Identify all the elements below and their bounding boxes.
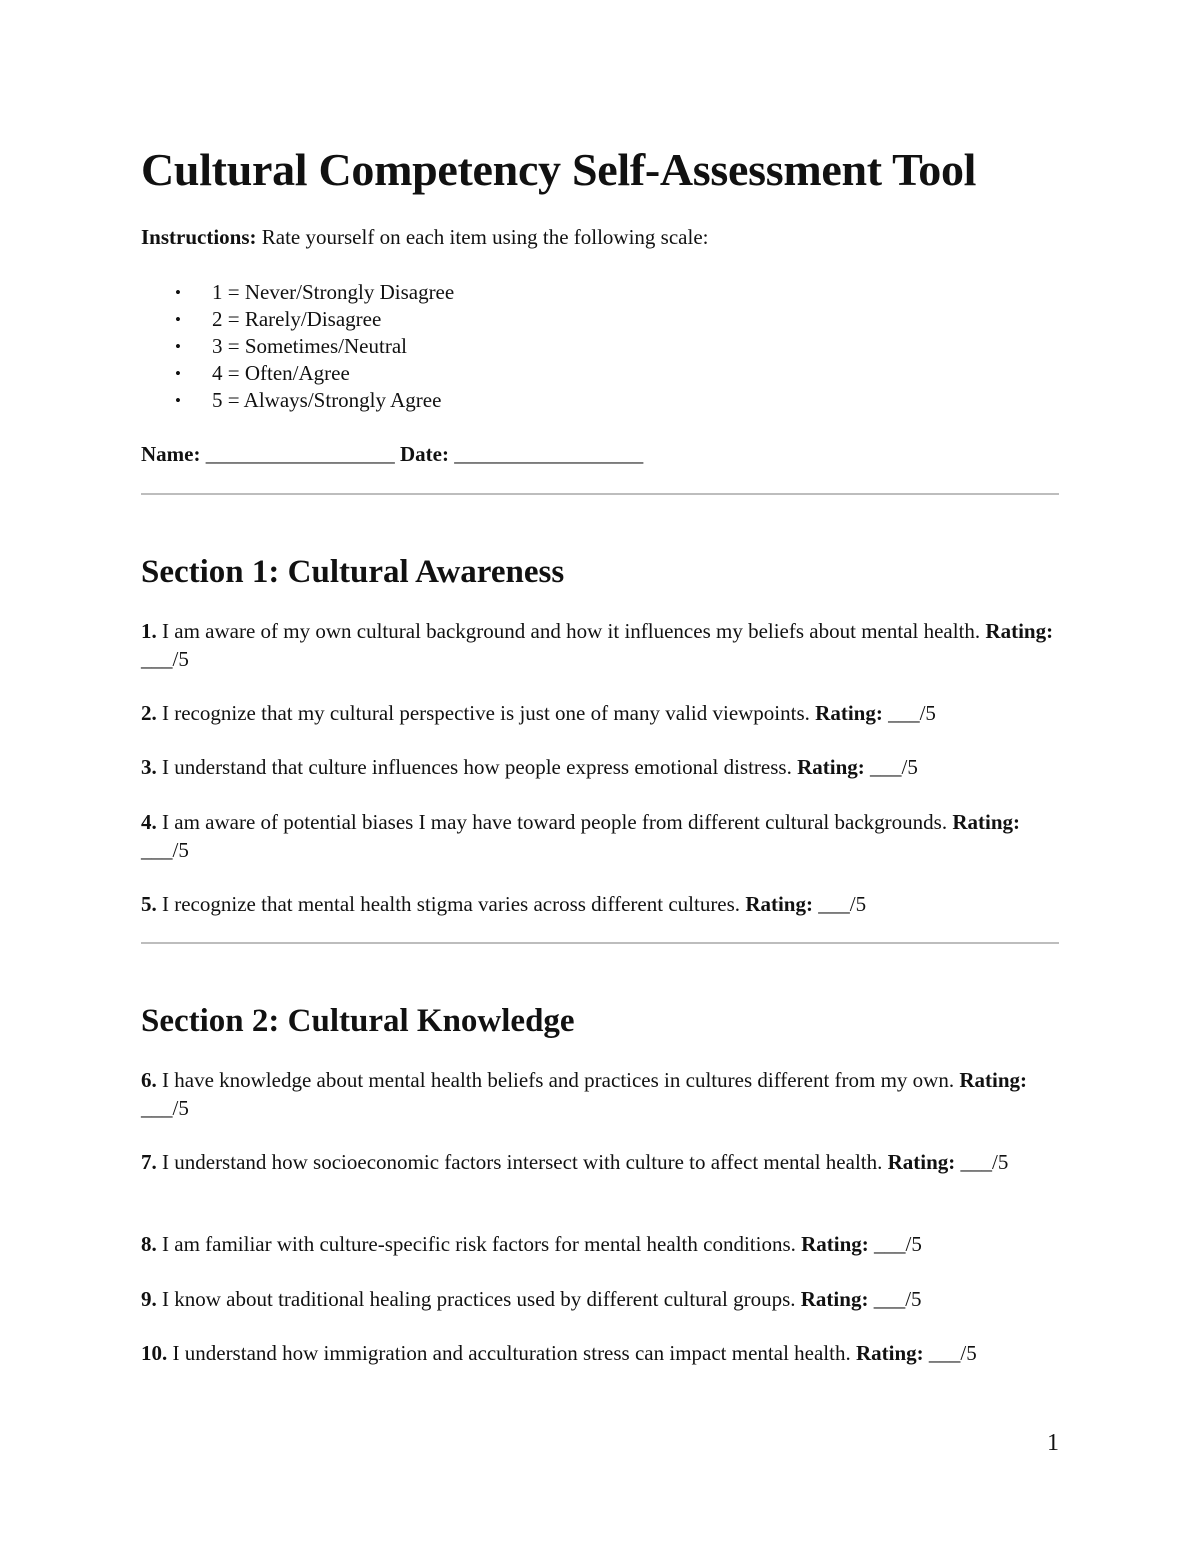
scale-item-label: 5 = Always/Strongly Agree [212,388,442,412]
scale-item [141,306,454,333]
question-item [141,891,1059,919]
rating-label: Rating: [985,619,1054,643]
rating-field[interactable]: ___/5 [882,701,936,725]
question-item [141,1231,1059,1259]
question-text: I understand how immigration and acculturation stress can impact mental health. [167,1341,856,1365]
question-number: 6. [141,1068,157,1092]
scale-item [141,387,454,414]
name-label: Name: [141,442,201,466]
section-heading: Section 1: Cultural Awareness [141,554,565,590]
question-text: I am aware of potential biases I may have toward people from different cultural backgrounds. [156,810,953,834]
page-number: 1 [1047,1430,1059,1456]
question-text: I know about traditional healing practices used by different cultural groups. [156,1287,801,1311]
question-number: 2. [141,701,157,725]
rating-label: Rating: [952,810,1020,834]
section-heading: Section 2: Cultural Knowledge [141,1003,575,1039]
question-item [141,809,1059,864]
question-number: 7. [141,1150,157,1174]
question-text: I am familiar with culture-specific risk factors for mental health conditions. [156,1232,802,1256]
scale-item [141,360,454,387]
question-number: 1. [141,619,157,643]
rating-label: Rating: [797,755,865,779]
rating-scale-list [141,279,454,414]
question-text: I am aware of my own cultural background and how it influences my beliefs about mental health. [156,619,986,643]
rating-field[interactable]: ___/5 [955,1150,1009,1174]
bullet-icon: • [175,310,181,329]
divider [141,942,1059,944]
rating-field[interactable]: ___/5 [864,755,918,779]
rating-field[interactable]: ___/5 [812,892,867,916]
instructions-text: Rate yourself on each item using the following scale: [256,225,709,249]
page-title: Cultural Competency Self-Assessment Tool [141,144,977,195]
question-number: 3. [141,755,157,779]
question-number: 10. [141,1341,168,1365]
divider [141,493,1059,495]
rating-field[interactable]: ___/5 [141,646,189,671]
question-text: I recognize that my cultural perspective is just one of many valid viewpoints. [156,701,816,725]
rating-field[interactable]: ___/5 [923,1341,977,1365]
rating-field[interactable]: ___/5 [868,1232,922,1256]
scale-item [141,279,454,306]
scale-item-label: 4 = Often/Agree [212,361,350,385]
rating-field[interactable]: ___/5 [141,837,189,862]
date-field[interactable]: __________________ [448,442,644,466]
rating-label: Rating: [959,1068,1028,1092]
bullet-icon: • [175,337,181,356]
rating-field[interactable]: ___/5 [868,1287,922,1311]
question-item [141,1149,1059,1177]
rating-label: Rating: [887,1150,956,1174]
scale-item-label: 1 = Never/Strongly Disagree [212,280,455,304]
bullet-icon: • [175,391,181,410]
question-item [141,1067,1059,1122]
instructions-label: Instructions: [141,225,257,249]
instructions [141,224,708,251]
scale-item-label: 3 = Sometimes/Neutral [212,334,407,358]
rating-label: Rating: [815,701,883,725]
question-number: 4. [141,810,157,834]
rating-label: Rating: [855,1341,924,1365]
name-field[interactable]: __________________ [200,442,400,466]
question-item [141,754,1059,782]
bullet-icon: • [175,283,181,302]
question-number: 5. [141,892,157,916]
question-item [141,618,1059,673]
scale-item [141,333,454,360]
rating-field[interactable]: ___/5 [141,1095,189,1120]
question-number: 9. [141,1287,157,1311]
rating-label: Rating: [745,892,813,916]
question-item [141,1340,1059,1368]
date-label: Date: [399,442,449,466]
scale-item-label: 2 = Rarely/Disagree [212,307,382,331]
bullet-icon: • [175,364,181,383]
question-text: I recognize that mental health stigma varies across different cultures. [156,892,746,916]
question-item [141,1286,1059,1314]
rating-label: Rating: [800,1287,869,1311]
question-text: I have knowledge about mental health beliefs and practices in cultures different from my own. [156,1068,960,1092]
name-date-line [141,441,643,468]
question-text: I understand how socioeconomic factors intersect with culture to affect mental health. [156,1150,888,1174]
question-number: 8. [141,1232,157,1256]
question-item [141,700,1059,728]
question-text: I understand that culture influences how people express emotional distress. [156,755,798,779]
rating-label: Rating: [801,1232,869,1256]
document-page [141,0,1059,1553]
